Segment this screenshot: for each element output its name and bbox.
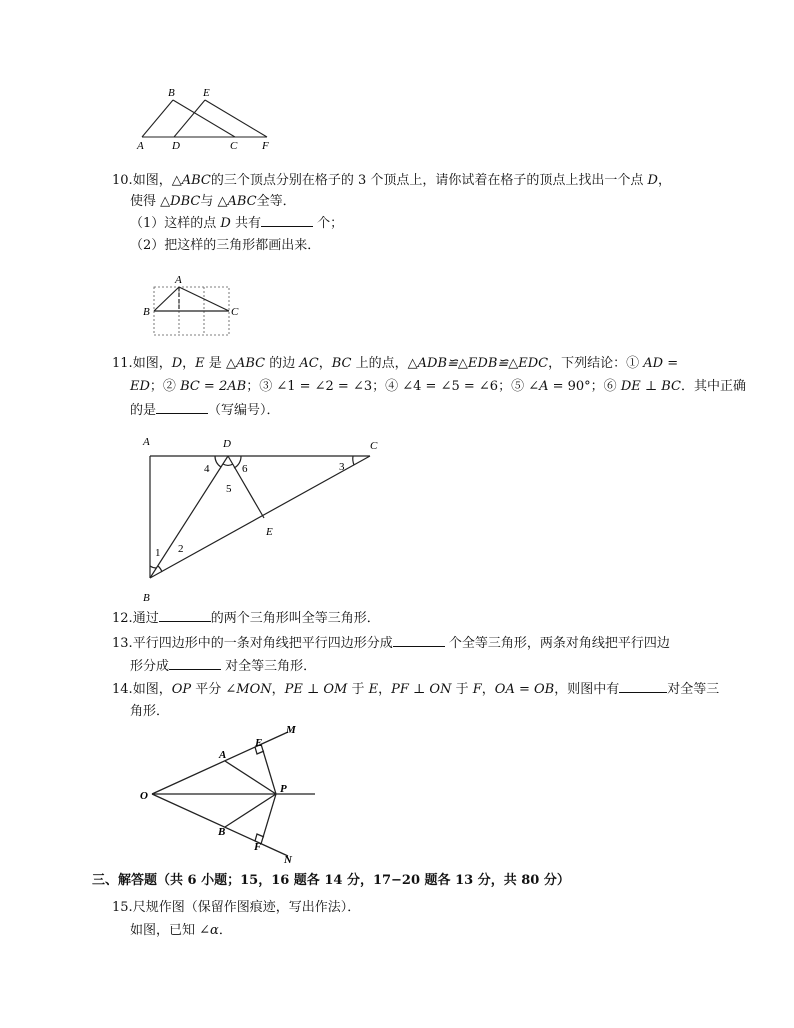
- label-n: N: [284, 854, 292, 866]
- q11-line2: [130, 378, 746, 396]
- q11-text: ；③ ∠1 = ∠2 = ∠3；④ ∠4 = ∠5 = ∠6；⑤ ∠: [246, 379, 540, 394]
- q15-number: 15.: [112, 900, 133, 915]
- q11-number: 11.: [112, 356, 133, 371]
- math-abc: ABC: [235, 356, 266, 371]
- q10-text: 使得: [130, 194, 157, 209]
- label-c: C: [231, 306, 239, 318]
- math-d: D: [171, 356, 183, 371]
- q14-text: ，: [378, 682, 392, 697]
- q14-text: 于: [455, 682, 469, 697]
- label-o: O: [140, 790, 148, 802]
- math-ac: AC: [299, 356, 319, 371]
- math-abc: ABC: [181, 173, 211, 188]
- q15-text: ．: [218, 923, 232, 938]
- angle-2: 2: [178, 543, 184, 555]
- q14-text: 于: [351, 682, 365, 697]
- q14-number: 14.: [112, 682, 133, 697]
- label-a: A: [175, 274, 182, 286]
- figure-grid-triangle: [140, 272, 250, 342]
- triangle-symbol: △: [171, 173, 182, 188]
- angle-5: 5: [226, 483, 232, 495]
- angle-1: 1: [155, 547, 161, 559]
- q15-line1: [112, 899, 360, 917]
- triangle-symbol: △: [160, 194, 171, 209]
- figure-angle-bisector: [130, 722, 330, 867]
- q13-text: 对全等三角形．: [225, 659, 317, 674]
- q13-number: 13.: [112, 636, 133, 651]
- math-abc: ABC: [227, 194, 257, 209]
- math-d: D: [220, 216, 231, 231]
- q10-text: 全等．: [256, 194, 296, 209]
- q11-text: 上的点，: [355, 356, 408, 371]
- label-a: A: [143, 436, 150, 448]
- q11-text: 的边: [269, 356, 296, 371]
- q11-text: ，: [318, 356, 332, 371]
- math-f: F: [472, 682, 482, 697]
- q15-text: 尺规作图（保留作图痕迹，写出作法）．: [132, 900, 361, 915]
- q10-number: 10.: [112, 173, 133, 188]
- q11-text: 是: [208, 356, 222, 371]
- math-de-perp-bc: DE ⊥ BC: [620, 379, 681, 394]
- q11-text: ，下列结论：①: [548, 356, 644, 371]
- q14-text: ，则图中有: [554, 682, 620, 697]
- q14-text: 平分 ∠: [195, 682, 237, 697]
- answer-blank[interactable]: [261, 214, 313, 227]
- section-title-text: 三、解答题（共 6 小题；15，16 题各 14 分，17−20 题各 13 分，共 80 分）: [92, 873, 570, 888]
- math-ed: ED: [130, 379, 150, 394]
- q10-text: 的三个顶点分别在格子的 3 个顶点上，请你试着在格子的顶点上找出一个点: [210, 173, 644, 188]
- math-d: D: [647, 173, 658, 188]
- math-alpha: α: [210, 923, 219, 938]
- label-b: B: [143, 306, 150, 318]
- q13-line2: [130, 657, 316, 676]
- answer-blank[interactable]: [393, 634, 445, 647]
- q15-line2: [130, 922, 232, 940]
- q11-text: = 90°；⑥: [548, 379, 621, 394]
- q12-number: 12.: [112, 611, 133, 626]
- q14-line2: [130, 703, 169, 721]
- q11-text: 的是: [130, 403, 157, 418]
- q13-text: 形分成: [130, 659, 170, 674]
- q14-line1: [112, 680, 719, 699]
- q14-text: 角形．: [130, 704, 170, 719]
- math-a: A: [539, 379, 549, 394]
- math-pf-perp-on: PF ⊥ ON: [391, 682, 452, 697]
- q14-text: 如图，: [132, 682, 172, 697]
- label-p: P: [280, 783, 287, 795]
- label-f: F: [262, 140, 269, 152]
- q14-text: ，: [271, 682, 285, 697]
- q10-text: 与: [200, 194, 214, 209]
- triangle-symbol: △: [225, 356, 236, 371]
- q10-line2: [130, 193, 296, 211]
- label-e: E: [255, 737, 263, 749]
- label-e: E: [266, 526, 273, 538]
- label-d: D: [172, 140, 180, 152]
- q12-line: [112, 609, 380, 628]
- math-pe-perp-om: PE ⊥ OM: [284, 682, 348, 697]
- q11-text: =: [663, 356, 679, 371]
- q11-line1: [112, 355, 678, 373]
- label-c: C: [370, 440, 378, 452]
- angle-4: 4: [204, 463, 210, 475]
- math-e: E: [195, 356, 205, 371]
- math-ad: AD: [643, 356, 664, 371]
- answer-blank[interactable]: [156, 401, 208, 414]
- q11-text: ．其中正确: [680, 379, 746, 394]
- q10-sub1: [130, 214, 343, 233]
- section-3-title: [92, 872, 570, 890]
- q11-text: ；②: [149, 379, 181, 394]
- math-op: OP: [171, 682, 192, 697]
- answer-blank[interactable]: [619, 680, 667, 693]
- angle-3: 3: [339, 461, 345, 473]
- label-d: D: [223, 438, 231, 450]
- figure-triangles-abc-def: [130, 82, 280, 152]
- figure-right-triangle-abc: [135, 432, 395, 604]
- q13-line1: [112, 634, 670, 653]
- label-f: F: [254, 841, 262, 853]
- label-e: E: [203, 87, 210, 99]
- angle-6: 6: [242, 463, 248, 475]
- q10-text: 如图，: [132, 173, 172, 188]
- math-congruence: △ADB≌△EDB≌△EDC: [407, 356, 549, 371]
- q11-text: 如图，: [132, 356, 172, 371]
- q10-sub2: [130, 237, 320, 255]
- label-a: A: [137, 140, 144, 152]
- label-c: C: [230, 140, 238, 152]
- q10-text: （2）把这样的三角形都画出来．: [130, 238, 321, 253]
- label-b: B: [143, 592, 150, 604]
- q10-text: ，: [657, 173, 671, 188]
- triangle-symbol: △: [217, 194, 228, 209]
- q13-text: 个全等三角形，两条对角线把平行四边: [448, 636, 670, 651]
- label-b: B: [168, 87, 175, 99]
- math-bc-2ab: BC = 2AB: [180, 379, 247, 394]
- q14-text: ，: [481, 682, 495, 697]
- q15-text: 如图，已知 ∠: [130, 923, 211, 938]
- math-dbc: DBC: [170, 194, 201, 209]
- q11-text: （写编号）．: [208, 403, 280, 418]
- q10-text: （1）这样的点: [130, 216, 217, 231]
- math-bc: BC: [331, 356, 352, 371]
- math-e: E: [368, 682, 379, 697]
- q12-text: 通过: [132, 611, 159, 626]
- label-b: B: [218, 826, 226, 838]
- q11-text: ，: [182, 356, 196, 371]
- label-m: M: [286, 724, 296, 736]
- q10-text: 个；: [317, 216, 344, 231]
- answer-blank[interactable]: [169, 657, 221, 670]
- math-mon: MON: [236, 682, 272, 697]
- label-a: A: [219, 749, 227, 761]
- q10-text: 共有: [235, 216, 262, 231]
- q14-text: 对全等三: [667, 682, 720, 697]
- q13-text: 平行四边形中的一条对角线把平行四边形分成: [132, 636, 393, 651]
- math-oa-ob: OA = OB: [494, 682, 555, 697]
- answer-blank[interactable]: [159, 609, 211, 622]
- q11-line3: [130, 401, 280, 420]
- q12-text: 的两个三角形叫全等三角形．: [210, 611, 380, 626]
- q10-line1: [112, 172, 671, 190]
